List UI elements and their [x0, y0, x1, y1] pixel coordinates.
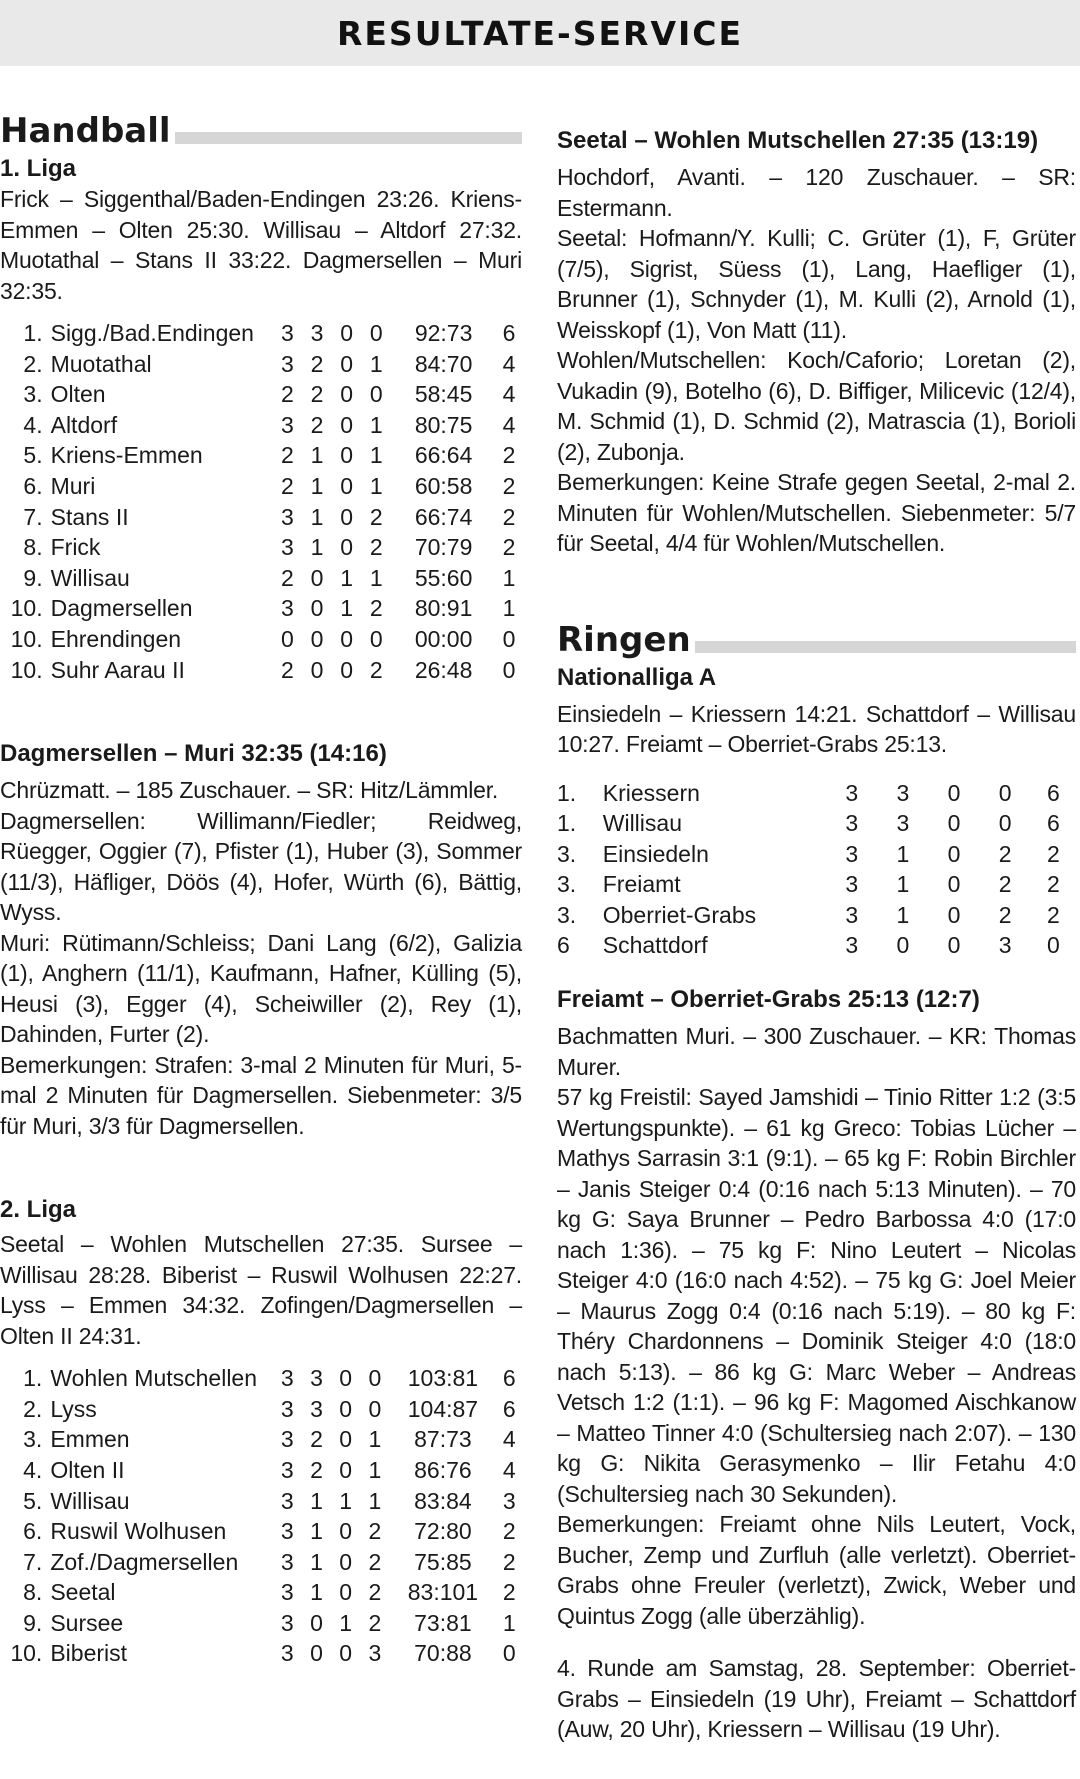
- ringen-heading: [557, 609, 1076, 660]
- team-cell: Ehrendingen: [50, 625, 182, 652]
- wins-cell: 2: [310, 350, 324, 377]
- team-cell: Oberriet-Grabs: [602, 901, 757, 928]
- points-cell: 4: [502, 1426, 516, 1453]
- team-cell: Willisau: [602, 810, 682, 837]
- rank-cell: 4.: [23, 411, 43, 438]
- draws-cell: 0: [340, 350, 354, 377]
- points-cell: 2: [502, 534, 516, 561]
- table-row: [0, 1608, 522, 1639]
- rank-cell: 10.: [10, 625, 43, 652]
- rank-cell: 1.: [557, 810, 577, 837]
- draws-cell: 0: [339, 1395, 353, 1422]
- header-banner: [0, 0, 1080, 66]
- draws-cell: 0: [947, 932, 961, 959]
- team-cell: Kriessern: [602, 779, 700, 806]
- wins-cell: 1: [310, 472, 324, 499]
- score-cell: 66:64: [414, 442, 473, 469]
- points-cell: 2: [1046, 871, 1060, 898]
- wins-cell: 0: [310, 625, 324, 652]
- wins-cell: 3: [896, 810, 910, 837]
- losses-cell: 2: [998, 871, 1012, 898]
- rank-cell: 9.: [23, 1609, 43, 1636]
- games-cell: 3: [280, 1456, 294, 1483]
- losses-cell: 2: [369, 503, 383, 530]
- losses-cell: 2: [998, 840, 1012, 867]
- rank-cell: 8.: [23, 1579, 43, 1606]
- wins-cell: 0: [310, 1609, 323, 1636]
- losses-cell: 3: [368, 1640, 382, 1667]
- rank-cell: 1.: [557, 779, 577, 806]
- table-row: [557, 930, 1076, 961]
- score-cell: 87:73: [414, 1426, 472, 1453]
- games-cell: 0: [281, 625, 294, 652]
- points-cell: 0: [502, 625, 516, 652]
- games-cell: 3: [281, 503, 294, 530]
- wins-cell: 0: [310, 1640, 323, 1667]
- games-cell: 3: [280, 1518, 294, 1545]
- wins-cell: 1: [310, 1579, 323, 1606]
- table-row: [0, 1638, 522, 1669]
- draws-cell: 0: [339, 1640, 353, 1667]
- draws-cell: 0: [340, 411, 354, 438]
- points-cell: 3: [502, 1487, 516, 1514]
- score-cell: 66:74: [414, 503, 473, 530]
- table-row: [557, 839, 1076, 870]
- points-cell: 6: [502, 1365, 516, 1392]
- games-cell: 3: [845, 901, 859, 928]
- match1-venue: Chrüzmatt. – 185 Zuschauer. – SR: Hitz/Lämmler.: [0, 777, 499, 804]
- games-cell: 3: [280, 1487, 294, 1514]
- table-row: [0, 1547, 522, 1578]
- draws-cell: 1: [340, 595, 354, 622]
- table-row: [0, 1363, 522, 1394]
- points-cell: 2: [1046, 840, 1060, 867]
- draws-cell: 0: [947, 779, 961, 806]
- score-cell: 58:45: [414, 381, 473, 408]
- match2-team1: Seetal: Hofmann/Y. Kulli; C. Grüter (1), F, Grüter (7/5), Sigrist, Süess (1), Lang, Haefliger (1), Brunner (1), Schnyder (1), M. Kulli (2), Arnold (1), Weisskopf (1), Von Matt (11).: [557, 225, 1076, 343]
- team-cell: Zof./Dagmersellen: [50, 1548, 239, 1575]
- draws-cell: 0: [339, 1365, 353, 1392]
- draws-cell: 0: [340, 472, 354, 499]
- ringen-match-venue: Bachmatten Muri. – 300 Zuschauer. – KR: Thomas Murer.: [557, 1023, 1076, 1080]
- liga1-table: [0, 318, 522, 685]
- match1-team2: Muri: Rütimann/Schleiss; Dani Lang (6/2), Galizia (1), Anghern (11/1), Kaufmann, Hafner, Külling (5), Heusi (3), Egger (4), Scheiwiller (2), Rey (1), Dahinden, Furter (2).: [0, 929, 522, 1048]
- draws-cell: 0: [947, 871, 961, 898]
- wins-cell: 2: [310, 1426, 323, 1453]
- table-row: [0, 502, 522, 533]
- score-cell: 92:73: [414, 320, 473, 346]
- team-cell: Kriens-Emmen: [50, 442, 203, 469]
- losses-cell: 2: [369, 595, 383, 622]
- wins-cell: 3: [896, 779, 910, 806]
- team-cell: Dagmersellen: [50, 595, 193, 622]
- losses-cell: 0: [369, 381, 383, 408]
- wins-cell: 2: [310, 411, 324, 438]
- rank-cell: 6.: [23, 472, 43, 499]
- points-cell: 6: [1046, 810, 1060, 837]
- wins-cell: 0: [896, 932, 910, 959]
- table-row: [0, 532, 522, 563]
- games-cell: 3: [845, 810, 859, 837]
- points-cell: 4: [502, 1456, 516, 1483]
- games-cell: 3: [845, 779, 859, 806]
- games-cell: 2: [281, 381, 294, 408]
- draws-cell: 0: [339, 1426, 353, 1453]
- match2-remarks: Bemerkungen: Keine Strafe gegen Seetal, 2-mal 2. Minuten für Wohlen/Mutschellen. Siebenmeter: 5/7 für Seetal, 4/4 für Wohlen/Mutschellen.: [557, 469, 1076, 556]
- match2-title: Seetal – Wohlen Mutschellen 27:35 (13:19): [557, 127, 1039, 154]
- table-row: [0, 1486, 522, 1517]
- table-row: [0, 318, 522, 349]
- draws-cell: 0: [947, 840, 961, 867]
- match2-team2: Wohlen/Mutschellen: Koch/Caforio; Loretan (2), Vukadin (9), Botelho (6), D. Biffiger, Milicevic (12/4), M. Schmid (1), D. Schmid (2), Matrascia (1), Borioli (2), Zubonja.: [557, 347, 1076, 465]
- losses-cell: 1: [368, 1487, 382, 1514]
- table-row: [0, 1394, 522, 1425]
- losses-cell: 1: [368, 1426, 382, 1453]
- draws-cell: 0: [947, 810, 961, 837]
- points-cell: 2: [1046, 901, 1060, 928]
- rank-cell: 10.: [10, 595, 43, 622]
- table-row: [0, 655, 522, 686]
- points-cell: 0: [502, 1640, 516, 1667]
- team-cell: Sigg./Bad.Endingen: [50, 320, 254, 346]
- rank-cell: 3.: [557, 871, 577, 898]
- rank-cell: 10.: [10, 1640, 43, 1667]
- score-cell: 103:81: [407, 1365, 479, 1392]
- games-cell: 2: [281, 656, 294, 683]
- rank-cell: 1.: [23, 320, 43, 346]
- table-row: [0, 410, 522, 441]
- games-cell: 3: [845, 871, 859, 898]
- liga2-title: 2. Liga: [0, 1196, 77, 1224]
- team-cell: Schattdorf: [602, 932, 708, 959]
- losses-cell: 2: [368, 1518, 382, 1545]
- table-row: [0, 1577, 522, 1608]
- liga2-results: Seetal – Wohlen Mutschellen 27:35. Sursee – Willisau 28:28. Biberist – Ruswil Wolhusen 22:27. Lyss – Emmen 34:32. Zofingen/Dagmersellen – Olten II 24:31.: [0, 1231, 522, 1349]
- games-cell: 3: [845, 840, 859, 867]
- points-cell: 6: [1046, 779, 1060, 806]
- table-row: [0, 1455, 522, 1486]
- points-cell: 2: [502, 442, 516, 469]
- losses-cell: 0: [368, 1365, 382, 1392]
- rank-cell: 10.: [10, 656, 43, 683]
- points-cell: 1: [502, 595, 516, 622]
- team-cell: Olten: [50, 381, 106, 408]
- points-cell: 6: [502, 1395, 516, 1422]
- team-cell: Willisau: [50, 1487, 130, 1514]
- table-row: [557, 808, 1076, 839]
- score-cell: 60:58: [414, 472, 473, 499]
- points-cell: 4: [502, 350, 516, 377]
- team-cell: Wohlen Mutschellen: [50, 1365, 258, 1392]
- rank-cell: 2.: [23, 350, 43, 377]
- games-cell: 3: [281, 411, 294, 438]
- score-cell: 26:48: [414, 656, 473, 683]
- rank-cell: 3.: [23, 381, 43, 408]
- table-row: [557, 900, 1076, 931]
- nla-title: Nationalliga A: [557, 663, 717, 691]
- draws-cell: 1: [339, 1487, 353, 1514]
- table-row: [0, 349, 522, 380]
- rank-cell: 9.: [23, 564, 43, 591]
- losses-cell: 1: [369, 564, 383, 591]
- draws-cell: 0: [339, 1548, 353, 1575]
- team-cell: Einsiedeln: [602, 840, 709, 867]
- team-cell: Muotathal: [50, 350, 152, 377]
- team-cell: Willisau: [50, 564, 130, 591]
- games-cell: 3: [281, 350, 294, 377]
- rank-cell: 7.: [23, 1548, 43, 1575]
- score-cell: 80:75: [414, 411, 473, 438]
- losses-cell: 2: [368, 1609, 382, 1636]
- losses-cell: 2: [369, 656, 383, 683]
- rank-cell: 3.: [23, 1426, 43, 1453]
- score-cell: 70:88: [414, 1640, 472, 1667]
- games-cell: 2: [281, 472, 294, 499]
- section-title-ringen: Ringen: [557, 623, 695, 657]
- points-cell: 2: [502, 1548, 516, 1575]
- score-cell: 84:70: [414, 350, 473, 377]
- table-row: [0, 1516, 522, 1547]
- games-cell: 3: [281, 320, 294, 346]
- ringen-match-bouts: 57 kg Freistil: Sayed Jamshidi – Tinio Ritter 1:2 (3:5 Wertungspunkte). – 61 kg Greco: Tobias Lücher – Mathys Sarrasin 3:1 (9:1). – 65 kg F: Robin Birchler – Janis Steiger 0:4 (0:16 nach 5:13 Minuten). – 70 kg G: Saya Brunner – Pedro Barbossa 4:0 (17:0 nach 1:36). – 75 kg F: Nino Leutert – Nicolas Steiger 4:0 (16:0 nach 4:52). – 75 kg G: Joel Meier – Maurus Zogg 0:4 (0:16 nach 5:19). – 80 kg F: Théry Chardonnens – Dominik Steiger 4:0 (18:0 nach 5:13). – 86 kg G: Marc Weber – Andreas Vetsch 1:2 (1:1). – 96 kg F: Magomed Aischkanow – Matteo Tinner 4:0 (Schultersieg nach 2:07). – 130 kg G: Nikita Gerasymenko – Ilir Fetahu 4:0 (Schultersieg nach 30 Sekunden).: [557, 1084, 1076, 1507]
- points-cell: 4: [502, 411, 516, 438]
- wins-cell: 1: [310, 442, 324, 469]
- points-cell: 2: [502, 503, 516, 530]
- draws-cell: 0: [340, 625, 354, 652]
- rank-cell: 8.: [23, 534, 43, 561]
- games-cell: 2: [281, 442, 294, 469]
- draws-cell: 0: [340, 656, 354, 683]
- draws-cell: 0: [339, 1518, 353, 1545]
- rank-cell: 5.: [23, 1487, 43, 1514]
- right-column: [557, 126, 1076, 1745]
- points-cell: 2: [502, 1579, 516, 1606]
- nla-results: Einsiedeln – Kriessern 14:21. Schattdorf – Willisau 10:27. Freiamt – Oberriet-Grabs 25:13.: [557, 700, 1076, 757]
- score-cell: 55:60: [414, 564, 473, 591]
- draws-cell: 0: [340, 534, 354, 561]
- points-cell: 0: [502, 656, 516, 683]
- table-row: [0, 471, 522, 502]
- wins-cell: 0: [310, 564, 324, 591]
- games-cell: 2: [281, 564, 294, 591]
- draws-cell: 0: [340, 320, 354, 346]
- match1-title: Dagmersellen – Muri 32:35 (14:16): [0, 740, 387, 768]
- table-row: [557, 778, 1076, 809]
- games-cell: 3: [280, 1395, 294, 1422]
- match2-venue: Hochdorf, Avanti. – 120 Zuschauer. – SR: Estermann.: [557, 164, 1076, 221]
- games-cell: 3: [280, 1640, 294, 1667]
- games-cell: 3: [280, 1548, 294, 1575]
- points-cell: 1: [502, 564, 516, 591]
- left-column: [0, 100, 522, 1669]
- match1-remarks: Bemerkungen: Strafen: 3-mal 2 Minuten für Muri, 5-mal 2 Minuten für Dagmersellen. Siebenmeter: 3/5 für Muri, 3/3 für Dagmersellen.: [0, 1051, 522, 1139]
- team-cell: Freiamt: [602, 871, 681, 898]
- rank-cell: 3.: [557, 840, 577, 867]
- losses-cell: 1: [369, 472, 383, 499]
- rank-cell: 6: [557, 932, 570, 959]
- wins-cell: 3: [310, 320, 324, 346]
- wins-cell: 1: [896, 871, 910, 898]
- rank-cell: 2.: [23, 1395, 43, 1422]
- losses-cell: 0: [369, 625, 383, 652]
- wins-cell: 2: [310, 381, 324, 408]
- team-cell: Ruswil Wolhusen: [50, 1518, 227, 1545]
- losses-cell: 1: [368, 1456, 382, 1483]
- team-cell: Suhr Aarau II: [50, 656, 185, 683]
- points-cell: 2: [502, 472, 516, 499]
- table-row: [0, 563, 522, 594]
- score-cell: 83:101: [407, 1579, 479, 1606]
- losses-cell: 2: [998, 901, 1012, 928]
- team-cell: Seetal: [50, 1579, 116, 1606]
- score-cell: 00:00: [414, 625, 473, 652]
- wins-cell: 1: [310, 1487, 323, 1514]
- score-cell: 75:85: [414, 1548, 472, 1575]
- team-cell: Olten II: [50, 1456, 125, 1483]
- points-cell: 1: [502, 1609, 516, 1636]
- draws-cell: 1: [340, 564, 354, 591]
- losses-cell: 0: [368, 1395, 382, 1422]
- draws-cell: 0: [340, 503, 354, 530]
- rank-cell: 5.: [23, 442, 43, 469]
- score-cell: 104:87: [407, 1395, 479, 1422]
- losses-cell: 3: [998, 932, 1012, 959]
- wins-cell: 1: [310, 1518, 323, 1545]
- score-cell: 80:91: [414, 595, 473, 622]
- draws-cell: 0: [340, 442, 354, 469]
- losses-cell: 0: [998, 810, 1012, 837]
- points-cell: 0: [1046, 932, 1060, 959]
- team-cell: Lyss: [50, 1395, 97, 1422]
- team-cell: Stans II: [50, 503, 129, 530]
- team-cell: Emmen: [50, 1426, 130, 1453]
- losses-cell: 0: [369, 320, 383, 346]
- points-cell: 4: [502, 381, 516, 408]
- points-cell: 6: [502, 320, 516, 346]
- wins-cell: 1: [310, 1548, 323, 1575]
- games-cell: 3: [845, 932, 859, 959]
- wins-cell: 1: [310, 534, 324, 561]
- team-cell: Altdorf: [50, 411, 118, 438]
- section-title-handball: Handball: [0, 114, 175, 148]
- team-cell: Muri: [50, 472, 96, 499]
- page-title: RESULTATE-SERVICE: [336, 13, 744, 53]
- losses-cell: 1: [369, 442, 383, 469]
- rank-cell: 4.: [23, 1456, 43, 1483]
- table-row: [0, 440, 522, 471]
- score-cell: 86:76: [414, 1456, 472, 1483]
- score-cell: 73:81: [414, 1609, 472, 1636]
- draws-cell: 0: [339, 1579, 353, 1606]
- wins-cell: 1: [310, 503, 324, 530]
- wins-cell: 0: [310, 595, 324, 622]
- draws-cell: 1: [339, 1609, 353, 1636]
- score-cell: 70:79: [414, 534, 473, 561]
- games-cell: 3: [281, 534, 294, 561]
- draws-cell: 0: [339, 1456, 353, 1483]
- liga1-title: 1. Liga: [0, 155, 77, 182]
- rank-cell: 1.: [23, 1365, 43, 1392]
- liga1-results: Frick – Siggenthal/Baden-Endingen 23:26. Kriens-Emmen – Olten 25:30. Willisau – Altdorf 27:32. Muotathal – Stans II 33:22. Dagmersellen – Muri 32:35.: [0, 186, 522, 304]
- score-cell: 72:80: [414, 1518, 472, 1545]
- losses-cell: 0: [998, 779, 1012, 806]
- wins-cell: 3: [310, 1365, 323, 1392]
- draws-cell: 0: [947, 901, 961, 928]
- losses-cell: 2: [368, 1579, 382, 1606]
- table-row: [0, 379, 522, 410]
- table-row: [0, 593, 522, 624]
- points-cell: 2: [502, 1518, 516, 1545]
- ringen-match-remarks: Bemerkungen: Freiamt ohne Nils Leutert, Vock, Bucher, Zemp und Zurfluh (alle verletzt). Oberriet-Grabs ohne Freuler (verletzt), Zwick, Weber und Quintus Zogg (alle überzählig).: [557, 1511, 1076, 1629]
- team-cell: Frick: [50, 534, 101, 561]
- rank-cell: 3.: [557, 901, 577, 928]
- rank-cell: 7.: [23, 503, 43, 530]
- games-cell: 3: [280, 1365, 294, 1392]
- games-cell: 3: [281, 595, 294, 622]
- losses-cell: 1: [369, 411, 383, 438]
- wins-cell: 1: [896, 840, 910, 867]
- wins-cell: 1: [896, 901, 910, 928]
- nla-table: [557, 778, 1076, 962]
- games-cell: 3: [280, 1609, 294, 1636]
- losses-cell: 2: [368, 1548, 382, 1575]
- score-cell: 83:84: [414, 1487, 472, 1514]
- table-row: [0, 624, 522, 655]
- rank-cell: 6.: [23, 1518, 43, 1545]
- games-cell: 3: [280, 1426, 294, 1453]
- match1-team1: Dagmersellen: Willimann/Fiedler; Reidweg, Rüegger, Oggier (7), Pfister (1), Huber (3), Sommer (11/3), Häfliger, Döös (4), Hofer, Würth (6), Bättig, Wyss.: [0, 807, 522, 926]
- wins-cell: 0: [310, 656, 324, 683]
- losses-cell: 1: [369, 350, 383, 377]
- losses-cell: 2: [369, 534, 383, 561]
- draws-cell: 0: [340, 381, 354, 408]
- liga2-table: [0, 1363, 522, 1669]
- table-row: [557, 869, 1076, 900]
- games-cell: 3: [280, 1579, 294, 1606]
- table-row: [0, 1424, 522, 1455]
- handball-heading: [0, 100, 522, 151]
- ringen-match-title: Freiamt – Oberriet-Grabs 25:13 (12:7): [557, 986, 980, 1014]
- team-cell: Biberist: [50, 1640, 128, 1667]
- team-cell: Sursee: [50, 1609, 124, 1636]
- wins-cell: 3: [310, 1395, 323, 1422]
- ringen-next-round: 4. Runde am Samstag, 28. September: Oberriet-Grabs – Einsiedeln (19 Uhr), Freiamt – Schattdorf (Auw, 20 Uhr), Kriessern – Willisau (19 Uhr).: [557, 1655, 1076, 1743]
- wins-cell: 2: [310, 1456, 323, 1483]
